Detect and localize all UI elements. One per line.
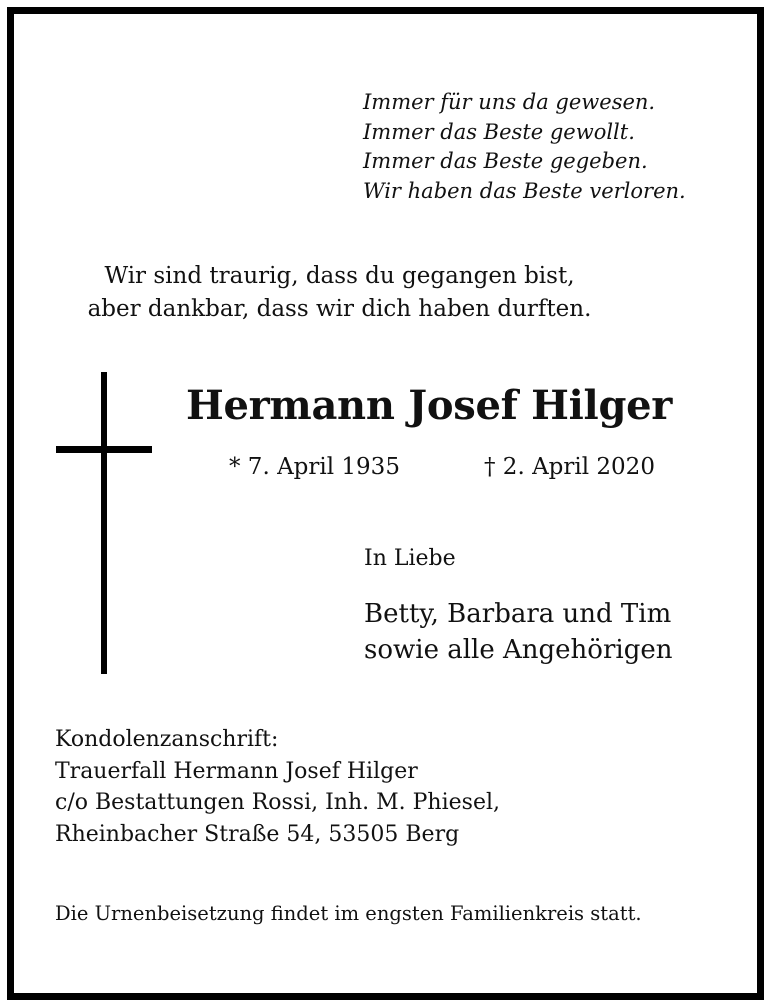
closing-note: Die Urnenbeisetzung findet im engsten Familienkreis statt.	[55, 902, 642, 925]
address-line: c/o Bestattungen Rossi, Inh. M. Phiesel,	[55, 790, 500, 815]
death-date: † 2. April 2020	[484, 454, 655, 480]
condolence-address	[55, 724, 500, 850]
mourners-line: Betty, Barbara und Tim	[364, 599, 672, 629]
address-heading: Kondolenzanschrift:	[55, 727, 279, 752]
address-line: Rheinbacher Straße 54, 53505 Berg	[55, 821, 460, 847]
poem-line: Immer das Beste gegeben.	[363, 149, 648, 173]
address-line: Trauerfall Hermann Josef Hilger	[55, 758, 418, 784]
cross-horizontal-bar	[56, 446, 152, 453]
mourners-intro: In Liebe	[364, 546, 456, 571]
cross-vertical-bar	[101, 372, 107, 674]
deceased-name: Hermann Josef Hilger	[186, 382, 673, 429]
obituary-notice	[7, 7, 764, 1000]
intro-line: aber dankbar, dass wir dich haben durften.	[87, 296, 592, 322]
poem-line: Wir haben das Beste verloren.	[363, 178, 686, 203]
mourners-line: sowie alle Angehörigen	[364, 635, 673, 665]
poem	[363, 88, 686, 206]
birth-date: * 7. April 1935	[229, 454, 400, 480]
poem-line: Immer für uns da gewesen.	[363, 90, 656, 114]
intro-text	[14, 260, 757, 326]
mourners-list	[364, 596, 672, 668]
poem-line: Immer das Beste gewollt.	[363, 119, 635, 144]
intro-line: Wir sind traurig, dass du gegangen bist,	[104, 263, 575, 289]
